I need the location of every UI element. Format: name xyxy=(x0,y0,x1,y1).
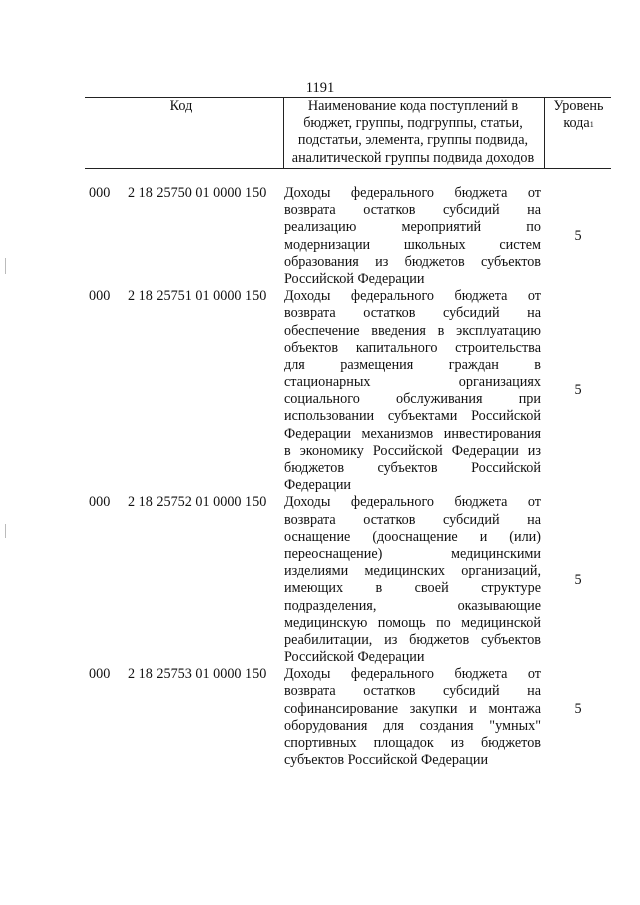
name-line: Доходы федерального бюджета от xyxy=(284,666,541,683)
scan-mark xyxy=(5,258,6,274)
name-line: возврата остатков субсидий на xyxy=(284,305,541,322)
name-line: спортивных площадок из бюджетов xyxy=(284,735,541,751)
header-name-line: подстатьи, элемента, группы подвида, xyxy=(297,132,529,149)
name-line: образования из бюджетов субъектов xyxy=(284,253,541,270)
level-value: 5 xyxy=(574,382,582,399)
table-body xyxy=(0,185,640,769)
name-line: использовании субъектами Российской xyxy=(284,408,541,425)
header-level-text: кода xyxy=(563,115,590,132)
scan-mark xyxy=(5,524,6,538)
revenue-code: 2 18 25751 01 0000 150 xyxy=(128,288,267,305)
header-name-line: бюджет, группы, подгруппы, статьи, xyxy=(303,115,523,132)
name-line: модернизации школьных систем xyxy=(284,236,541,253)
name-line: Доходы федерального бюджета от xyxy=(284,288,541,305)
header-level xyxy=(546,98,611,132)
header-code: Код xyxy=(169,98,193,114)
name-line: подразделения, оказывающие xyxy=(284,597,541,614)
name-line: возврата остатков субсидий на xyxy=(284,511,541,528)
name-line: стационарных организациях xyxy=(284,374,541,391)
revenue-name xyxy=(284,288,541,494)
table-row xyxy=(0,666,640,769)
revenue-code: 2 18 25752 01 0000 150 xyxy=(128,494,267,511)
name-line: Российской Федерации xyxy=(284,649,425,666)
footnote-mark: 1 xyxy=(589,120,594,130)
table-row xyxy=(0,494,640,666)
header-name-line: Наименование кода поступлений в xyxy=(307,98,519,114)
name-line: софинансирование закупки и монтажа xyxy=(284,700,541,717)
name-line: медицинскую помощь по медицинской xyxy=(284,614,541,631)
admin-code: 000 xyxy=(89,185,111,201)
page-number: 1191 xyxy=(305,80,335,96)
name-line: имеющих в своей структуре xyxy=(284,580,541,597)
name-line: Доходы федерального бюджета от xyxy=(284,494,541,511)
name-line: возврата остатков субсидий на xyxy=(284,202,541,219)
name-line: объектов капитального строительства xyxy=(284,339,541,356)
admin-code: 000 xyxy=(89,666,111,683)
name-line: обеспечение введения в эксплуатацию xyxy=(284,322,541,339)
header-level-line: Уровень xyxy=(553,98,604,114)
revenue-name xyxy=(284,185,541,288)
name-line: Федерации xyxy=(284,477,352,494)
name-line: бюджетов субъектов Российской xyxy=(284,460,541,476)
name-line: социального обслуживания при xyxy=(284,391,541,408)
name-line: реализацию мероприятий по xyxy=(284,219,541,236)
revenue-name xyxy=(284,494,541,666)
name-line: реабилитации, из бюджетов субъектов xyxy=(284,631,541,648)
table-row xyxy=(0,185,640,288)
name-line: Федерации механизмов инвестирования xyxy=(284,425,541,442)
admin-code: 000 xyxy=(89,494,111,511)
header-name xyxy=(283,98,543,167)
name-line: оснащение (дооснащение и (или) xyxy=(284,528,541,545)
table-row xyxy=(0,288,640,494)
name-line: Доходы федерального бюджета от xyxy=(284,185,541,201)
level-value: 5 xyxy=(574,228,582,244)
level-value: 5 xyxy=(574,572,582,589)
name-line: Российской Федерации xyxy=(284,270,425,287)
name-line: для размещения граждан в xyxy=(284,356,541,373)
admin-code: 000 xyxy=(89,288,111,305)
header-level-line xyxy=(546,115,611,132)
name-line: субъектов Российской Федерации xyxy=(284,752,489,769)
level-value: 5 xyxy=(574,701,582,718)
revenue-code: 2 18 25753 01 0000 150 xyxy=(128,666,267,683)
revenue-name xyxy=(284,666,541,769)
name-line: возврата остатков субсидий на xyxy=(284,683,541,700)
revenue-code: 2 18 25750 01 0000 150 xyxy=(128,185,267,201)
header-name-line: аналитической группы подвида доходов xyxy=(291,149,535,166)
name-line: в экономику Российской Федерации из xyxy=(284,442,541,459)
name-line: переоснащение) медицинскими xyxy=(284,545,541,562)
name-line: оборудования для создания "умных" xyxy=(284,717,541,734)
table-header xyxy=(85,97,611,169)
name-line: изделиями медицинских организаций, xyxy=(284,563,541,580)
